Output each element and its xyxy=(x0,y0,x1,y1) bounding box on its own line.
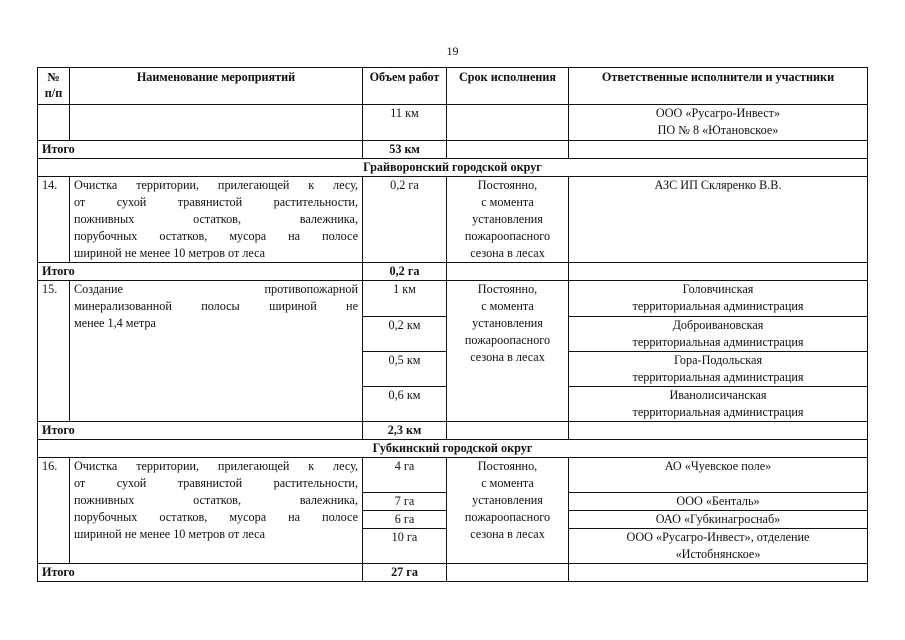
responsible-cell: ООО «Бенталь» xyxy=(569,493,868,511)
total-row xyxy=(38,422,868,440)
responsible-line: территориальная администрация xyxy=(632,299,804,313)
volume-cell: 10 га xyxy=(363,529,447,564)
term-line: установления xyxy=(472,493,543,507)
term-line: сезона в лесах xyxy=(470,527,545,541)
term-cell xyxy=(447,177,569,263)
table-row xyxy=(38,177,868,263)
total-value: 2,3 км xyxy=(363,422,447,440)
measure-line: Очистка территории, прилегающей к лесу, xyxy=(74,178,358,192)
total-row xyxy=(38,263,868,281)
measure-line: минерализованной полосы шириной не xyxy=(74,299,358,313)
volume-cell: 0,5 км xyxy=(363,352,447,387)
total-row xyxy=(38,141,868,159)
responsible-line: Доброивановская xyxy=(672,318,764,332)
responsible-line: ПО № 8 «Ютановское» xyxy=(657,123,779,137)
measure-line: менее 1,4 метра xyxy=(74,316,156,330)
responsible-line: ООО «Русагро-Инвест» xyxy=(655,106,781,120)
table-row xyxy=(38,105,868,141)
responsible-cell: АО «Чуевское поле» xyxy=(569,458,868,493)
term-line: Постоянно, xyxy=(477,282,538,296)
section-row xyxy=(38,440,868,458)
responsible-cell xyxy=(569,529,868,564)
measure-line: пожнивных остатков, валежника, xyxy=(74,212,358,226)
volume-cell: 11 км xyxy=(363,105,447,141)
header-name: Наименование мероприятий xyxy=(70,68,363,105)
section-title: Грайворонский городской округ xyxy=(38,159,868,177)
responsible-cell: ОАО «Губкинагроснаб» xyxy=(569,511,868,529)
header-responsible: Ответственные исполнители и участники xyxy=(569,68,868,105)
total-row xyxy=(38,564,868,582)
measure-line: от сухой травянистой растительности, xyxy=(74,476,358,490)
responsible-cell xyxy=(569,105,868,141)
term-line: Постоянно, xyxy=(477,178,538,192)
total-label: Итого xyxy=(38,263,363,281)
row-number: 14. xyxy=(38,177,70,263)
measure-line: шириной не менее 10 метров от леса xyxy=(74,527,266,541)
term-cell xyxy=(447,458,569,564)
total-value: 53 км xyxy=(363,141,447,159)
volume-cell: 7 га xyxy=(363,493,447,511)
term-line: с момента xyxy=(481,299,534,313)
responsible-cell xyxy=(569,387,868,422)
volume-cell: 0,6 км xyxy=(363,387,447,422)
term-line: с момента xyxy=(481,195,534,209)
measure-name xyxy=(70,281,363,422)
section-row xyxy=(38,159,868,177)
measure-name xyxy=(70,458,363,564)
measure-line: от сухой травянистой растительности, xyxy=(74,195,358,209)
header-volume: Объем работ xyxy=(363,68,447,105)
measure-line: Создание противопожарной xyxy=(74,282,358,296)
volume-cell: 4 га xyxy=(363,458,447,493)
total-label: Итого xyxy=(38,422,363,440)
total-value: 0,2 га xyxy=(363,263,447,281)
row-number: 16. xyxy=(38,458,70,564)
measure-line: порубочных остатков, мусора на полосе xyxy=(74,510,358,524)
table-row xyxy=(38,281,868,317)
measure-line: порубочных остатков, мусора на полосе xyxy=(74,229,358,243)
measure-line: шириной не менее 10 метров от леса xyxy=(74,246,266,260)
term-line: с момента xyxy=(481,476,534,490)
term-line: сезона в лесах xyxy=(470,350,545,364)
header-term: Срок исполнения xyxy=(447,68,569,105)
responsible-line: территориальная администрация xyxy=(632,405,804,419)
total-label: Итого xyxy=(38,141,363,159)
responsible-line: территориальная администрация xyxy=(632,335,804,349)
term-line: сезона в лесах xyxy=(470,246,545,260)
total-value: 27 га xyxy=(363,564,447,582)
responsible-line: территориальная администрация xyxy=(632,370,804,384)
term-cell xyxy=(447,281,569,422)
responsible-line: ООО «Русагро-Инвест», отделение xyxy=(626,530,810,544)
page-number: 19 xyxy=(446,44,459,58)
volume-cell: 1 км xyxy=(363,281,447,317)
responsible-cell: АЗС ИП Скляренко В.В. xyxy=(569,177,868,263)
volume-cell: 0,2 га xyxy=(363,177,447,263)
measure-name xyxy=(70,177,363,263)
responsible-line: Гора-Подольская xyxy=(673,353,763,367)
responsible-line: Иванолисичанская xyxy=(669,388,767,402)
responsible-cell xyxy=(569,317,868,352)
term-line: установления xyxy=(472,316,543,330)
row-number: 15. xyxy=(38,281,70,422)
responsible-cell xyxy=(569,281,868,317)
header-num: № п/п xyxy=(38,68,70,105)
responsible-cell xyxy=(569,352,868,387)
term-line: пожароопасного xyxy=(464,333,551,347)
responsible-line: «Истобнянское» xyxy=(675,547,761,561)
measure-line: пожнивных остатков, валежника, xyxy=(74,493,358,507)
measures-table xyxy=(37,67,868,582)
term-line: установления xyxy=(472,212,543,226)
term-line: пожароопасного xyxy=(464,510,551,524)
measure-line: Очистка территории, прилегающей к лесу, xyxy=(74,459,358,473)
section-title: Губкинский городской округ xyxy=(38,440,868,458)
total-label: Итого xyxy=(38,564,363,582)
term-line: Постоянно, xyxy=(477,459,538,473)
term-line: пожароопасного xyxy=(464,229,551,243)
volume-cell: 6 га xyxy=(363,511,447,529)
volume-cell: 0,2 км xyxy=(363,317,447,352)
table-row xyxy=(38,458,868,493)
responsible-line: Головчинская xyxy=(682,282,754,296)
